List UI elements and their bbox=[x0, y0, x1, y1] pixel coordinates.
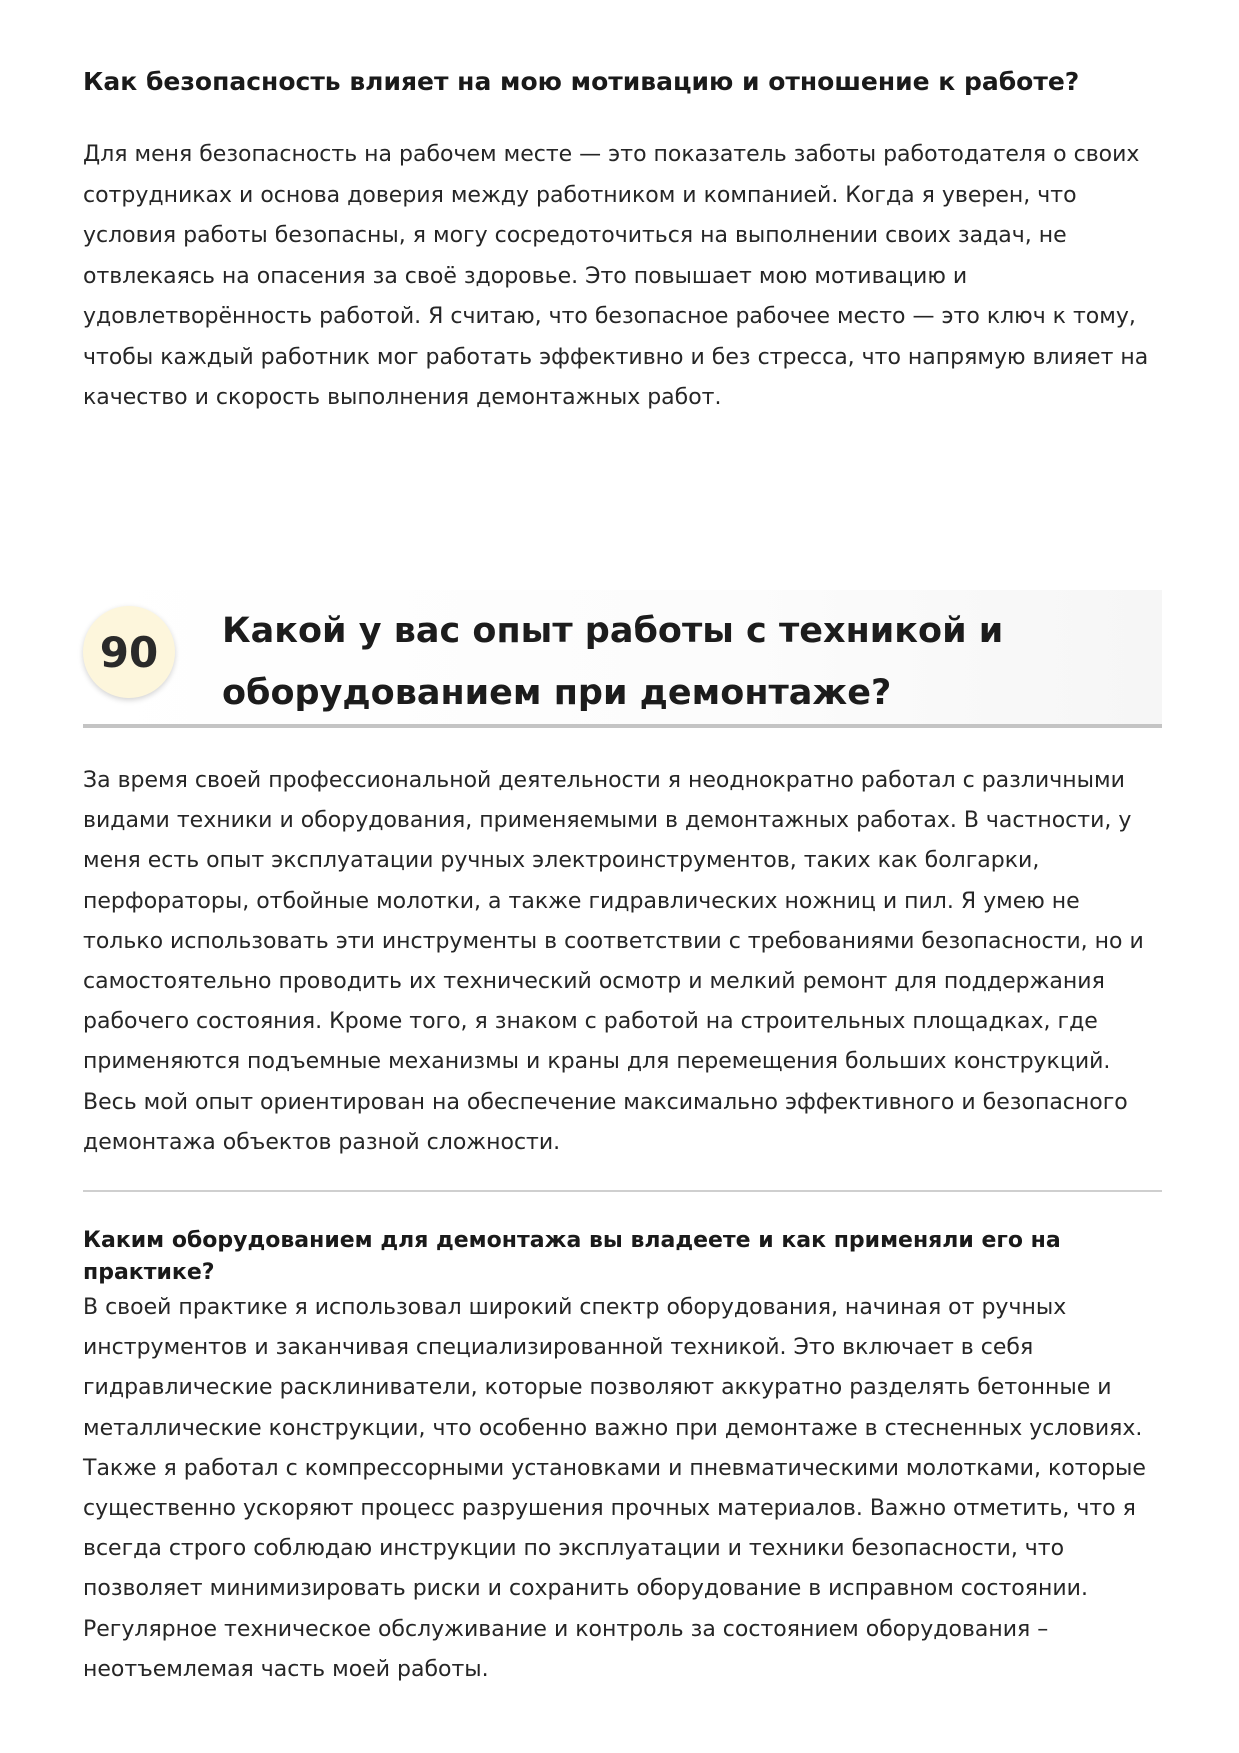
section-divider bbox=[83, 1190, 1162, 1192]
followup-question-heading: Каким оборудованием для демонтажа вы владеете и как применяли его на практике? bbox=[83, 1228, 1061, 1285]
question-answer-paragraph: За время своей профессиональной деятельности я неоднократно работал с различными видами техники и оборудования, применяемыми в демонтажных работах. В частности, у меня есть опыт эксплуатации ручных электроинструментов, таких как болгарки, перфораторы, отбойные молотки, а также гидравлических ножниц и пил. Я умею не только использовать эти инструменты в соответствии с требованиями безопасности, но и самостоятельно проводить их технический осмотр и мелкий ремонт для поддержания рабочего состояния. Кроме того, я знаком с работой на строительных площадках, где применяются подъемные механизмы и краны для перемещения больших конструкций. Весь мой опыт ориентирован на обеспечение максимально эффективного и безопасного демонтажа объектов разной сложности. bbox=[83, 768, 1144, 1155]
question-number-badge: 90 bbox=[83, 606, 175, 698]
followup-answer-paragraph: Для меня безопасность на рабочем месте — это показатель заботы работодателя о своих сотрудниках и основа доверия между работником и компанией. Когда я уверен, что условия работы безопасны, я могу сосредоточиться на выполнении своих задач, не отвлекаясь на опасения за своё здоровье. Это повышает мою мотивацию и удовлетворённость работой. Я считаю, что безопасное рабочее место — это ключ к тому, чтобы каждый работник мог работать эффективно и без стресса, что напрямую влияет на качество и скорость выполнения демонтажных работ. bbox=[83, 142, 1149, 410]
followup-answer-paragraph: В своей практике я использовал широкий спектр оборудования, начиная от ручных инструментов и заканчивая специализированной техникой. Это включает в себя гидравлические расклиниватели, которые позволяют аккуратно разделять бетонные и металлические конструкции, что особенно важно при демонтаже в стесненных условиях. Также я работал с компрессорными установками и пневматическими молотками, которые существенно ускоряют процесс разрушения прочных материалов. Важно отметить, что я всегда строго соблюдаю инструкции по эксплуатации и техники безопасности, что позволяет минимизировать риски и сохранить оборудование в исправном состоянии. Регулярное техническое обслуживание и контроль за состоянием оборудования – неотъемлемая часть моей работы. bbox=[83, 1295, 1146, 1682]
question-header bbox=[83, 590, 1162, 728]
followup-question-heading: Как безопасность влияет на мою мотивацию и отношение к работе? bbox=[83, 67, 1080, 96]
question-title: Какой у вас опыт работы с техникой и оборудованием при демонтаже? bbox=[222, 611, 1004, 713]
